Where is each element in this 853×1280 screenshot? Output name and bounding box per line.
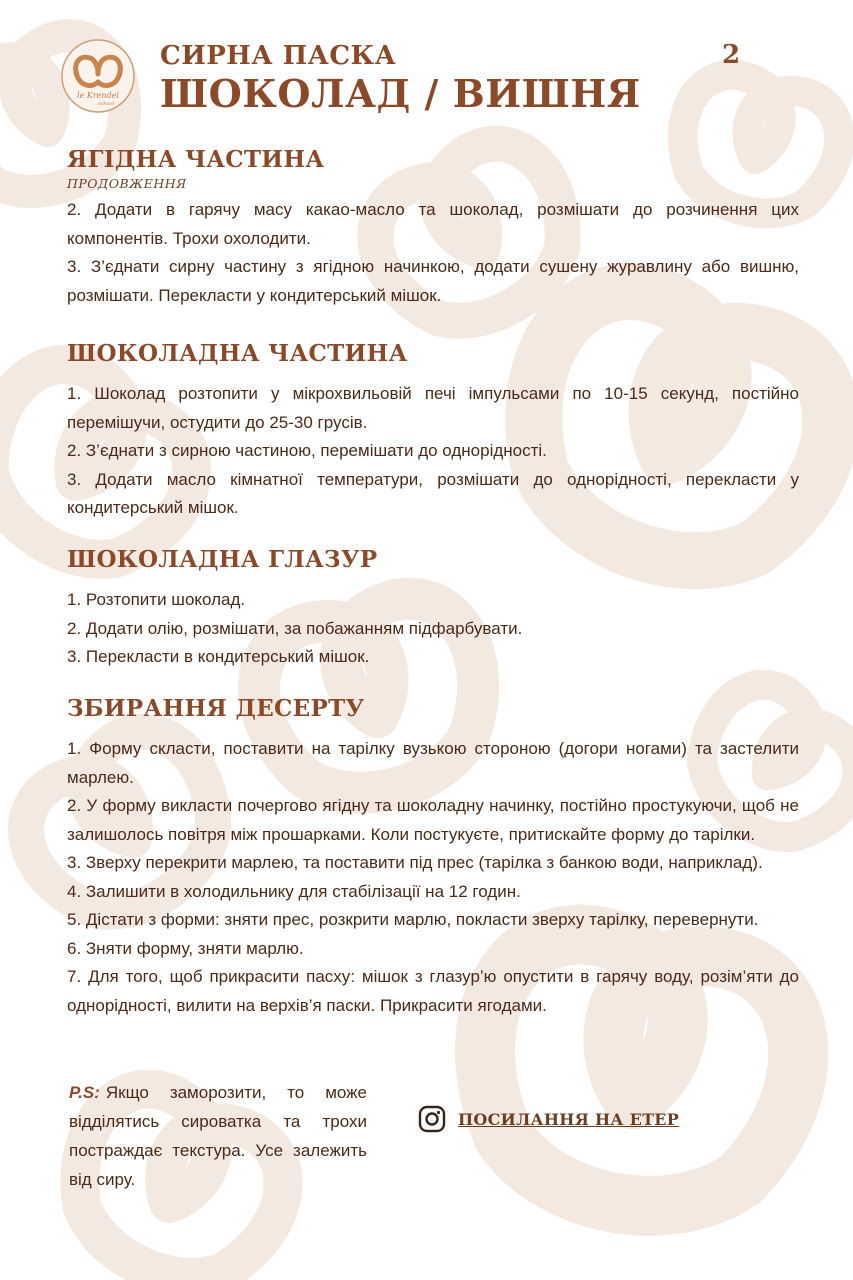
svg-text:le Krendel: le Krendel (77, 91, 119, 100)
step-text: 5. Дістати з форми: зняти прес, розкрити марлю, покласти зверху тарілку, перевернути. (67, 910, 759, 929)
step-text: 1. Форму скласти, поставити на тарілку вузькою стороною (догори ногами) та застелити марлею. (67, 739, 799, 787)
recipe-title (160, 40, 720, 116)
step-text: 3. Перекласти в кондитерський мішок. (67, 647, 370, 666)
section-title: ЗБИРАННЯ ДЕСЕРТУ (67, 695, 365, 722)
step-text: 2. У форму викласти почергово ягідну та шоколадну начинку, постійно простукуючи, щоб не залишолось повітря між прошарками. Коли постукуєте, притискайте форму до тарілки. (67, 796, 799, 844)
step-text: 3. Зверху перекрити марлею, та поставити під прес (тарілка з банкою води, наприклад). (67, 853, 763, 872)
section-berry-part (67, 146, 799, 310)
step-text: 1. Шоколад розтопити у мікрохвильовій печі імпульсами по 10-15 секунд, постійно перемішучи, остудити до 25-30 грусів. (67, 384, 799, 432)
step-text: 7. Для того, щоб прикрасити пасху: мішок з глазур’ю опустити в гарячу воду, розім’яти до однорідності, вилити на верхів’я паски. Прикрасити ягодами. (67, 967, 799, 1015)
section-subtitle: ПРОДОВЖЕННЯ (67, 176, 187, 191)
section-title: ШОКОЛАДНА ЧАСТИНА (67, 340, 408, 367)
step-text: 3. З’єднати сирну частину з ягідною начинкою, додати сушену журавлину або вишню, розмішати. Перекласти у кондитерський мішок. (67, 257, 799, 305)
ps-text: Якщо заморозити, то може відділятись сироватка та трохи постраждає текстура. Усе залежить від сиру. (69, 1083, 367, 1189)
step-text: 2. З’єднати з сирною частиною, перемішати до однорідності. (67, 441, 547, 460)
section-title: ШОКОЛАДНА ГЛАЗУР (67, 546, 378, 573)
title-line-2: ШОКОЛАД / ВИШНЯ (160, 71, 641, 116)
step-text: 6. Зняти форму, зняти марлю. (67, 938, 304, 958)
step-text: 1. Розтопити шоколад. (67, 590, 246, 609)
instagram-icon (418, 1105, 446, 1133)
ps-note (69, 1078, 367, 1194)
section-chocolate-part (67, 340, 799, 523)
section-dessert-assembly (67, 695, 799, 1020)
section-chocolate-glaze (67, 546, 799, 672)
section-title: ЯГІДНА ЧАСТИНА (67, 146, 325, 173)
krendel-logo (60, 38, 136, 114)
title-line-1: СИРНА ПАСКА (160, 41, 397, 71)
broadcast-link[interactable] (418, 1104, 679, 1134)
step-text: 4. Залишити в холодильнику для стабілізації на 12 годин. (67, 881, 521, 901)
step-text: 3. Додати масло кімнатної температури, розмішати до однорідності, перекласти у кондитерський мішок. (67, 469, 799, 517)
step-text: 2. Додати олію, розмішати, за побажанням підфарбувати. (67, 618, 523, 638)
broadcast-link-label[interactable]: ПОСИЛАННЯ НА ЕТЕР (458, 1109, 680, 1129)
step-text: 2. Додати в гарячу масу какао-масло та шоколад, розмішати до розчинення цих компонентів. Трохи охолодити. (67, 200, 799, 248)
page-number: 2 (722, 40, 741, 70)
svg-text:school: school (97, 101, 115, 107)
ps-label: P.S: (69, 1083, 100, 1102)
